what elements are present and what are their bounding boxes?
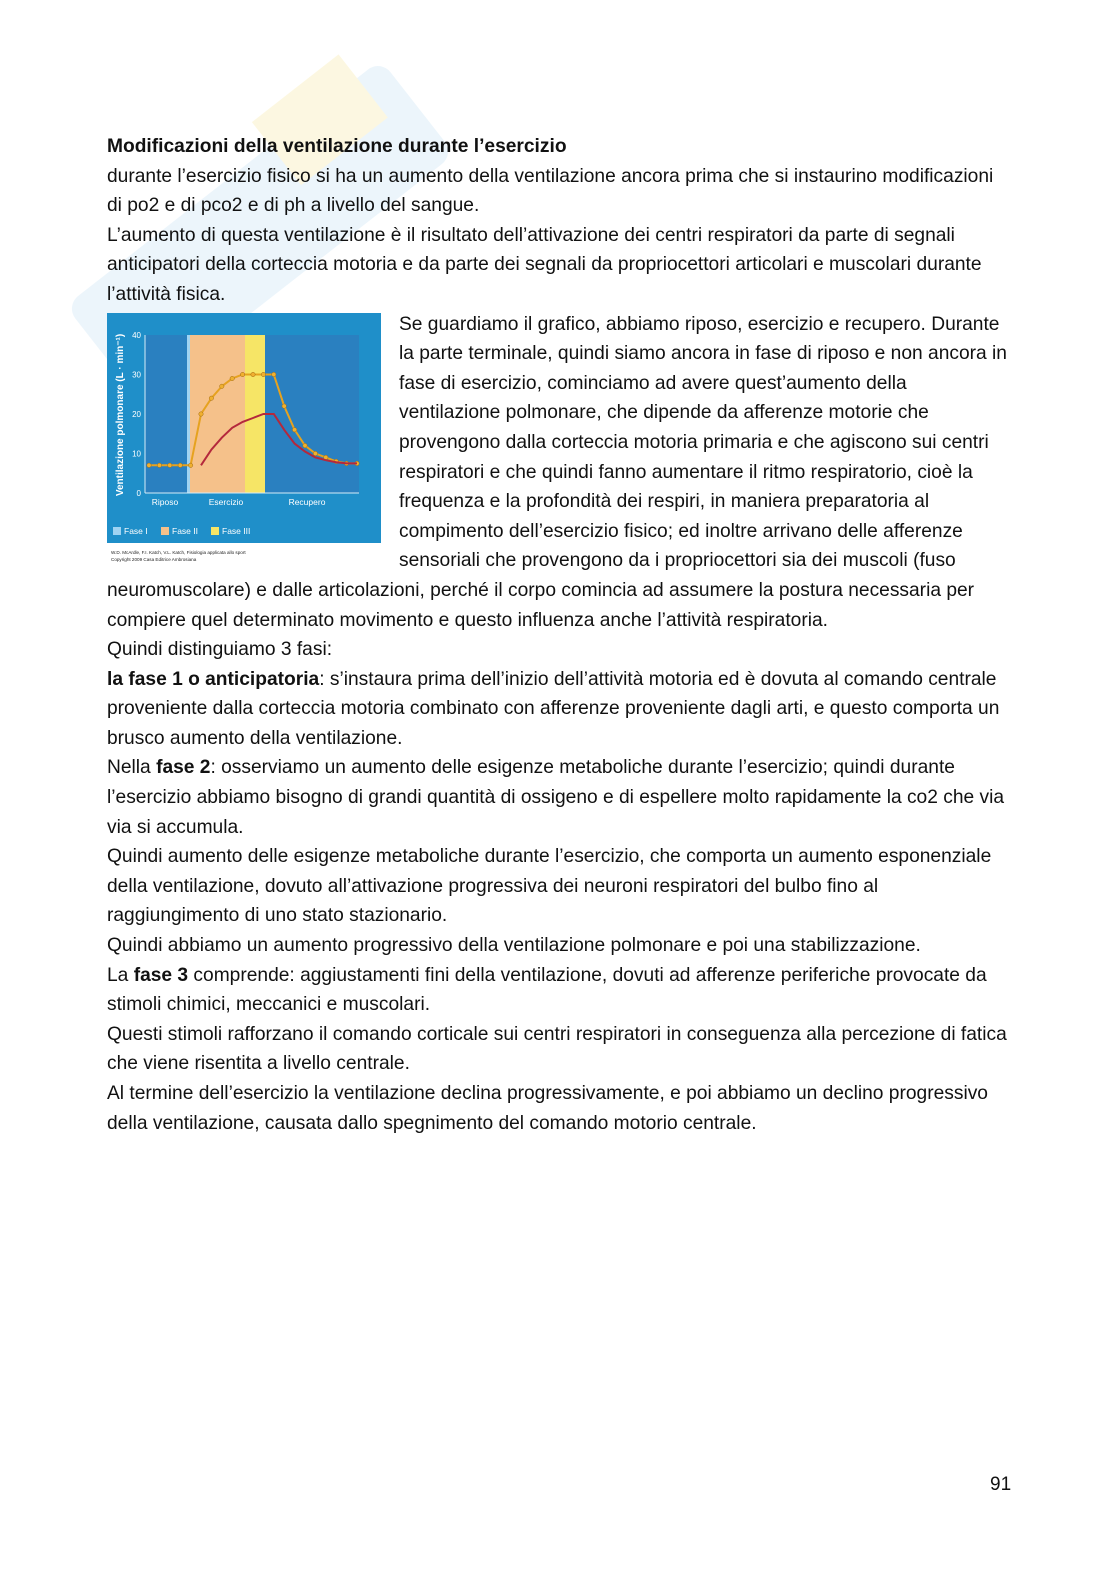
ventilation-chart [107, 313, 381, 569]
legend-label-fase2: Fase II [172, 525, 198, 536]
legend-swatch-fase2 [161, 527, 169, 535]
paragraph-exponential: Quindi aumento delle esigenze metaboliche durante l’esercizio, che comporta un aumento esponenziale della ventilazione, dovuto all’attivazione progressiva dei neuroni respiratori del bulbo fino al raggiungimento di uno stato stazionario. [107, 846, 992, 927]
data-point [157, 463, 161, 467]
phase3-pre: La [107, 964, 134, 986]
y-axis-label: Ventilazione polmonare (L · min⁻¹) [115, 333, 126, 496]
data-point [313, 451, 317, 455]
figure-credit-line2: Copyright 2009 Casa Editrice Ambrosiana [111, 556, 197, 562]
y-tick-label: 30 [132, 370, 141, 380]
paragraph-intro-2: L’aumento di questa ventilazione è il risultato dell’attivazione dei centri respiratori da parte di segnali anticipatori della corteccia motoria e da parte dei segnali da propriocettori articolari e muscolari durante l’attività fisica. [107, 224, 982, 305]
data-point [303, 443, 307, 447]
y-tick-label: 40 [132, 330, 141, 340]
phase2-text: : osserviamo un aumento delle esigenze metaboliche durante l’esercizio; quindi durante l’esercizio abbiamo bisogno di grandi quantità di ossigeno e di espellere molto rapidamente la co2 che via via si accumula. [107, 757, 1005, 838]
data-point [178, 463, 182, 467]
data-point [251, 372, 255, 376]
y-tick-label: 10 [132, 449, 141, 459]
paragraph-stabilization: Quindi abbiamo un aumento progressivo della ventilazione polmonare e poi una stabilizzazione. [107, 935, 921, 957]
page-content [107, 132, 1012, 1138]
phase-label-riposo: Riposo [151, 496, 179, 507]
data-point [147, 463, 151, 467]
legend-swatch-fase1 [113, 527, 121, 535]
paragraph-distinguish: Quindi distinguiamo 3 fasi: [107, 639, 333, 661]
legend-label-fase1: Fase I [124, 525, 148, 536]
y-tick-label: 20 [132, 409, 141, 419]
data-point [168, 463, 172, 467]
phase-label-recupero: Recupero [288, 496, 326, 507]
page-number: 91 [990, 1474, 1012, 1495]
phase3-label: fase 3 [133, 964, 189, 986]
paragraph-phase3 [107, 961, 1012, 1020]
data-point [240, 372, 244, 376]
section-heading: Modificazioni della ventilazione durante l’esercizio [107, 136, 567, 157]
paragraph-end: Al termine dell’esercizio la ventilazione declina progressivamente, e poi abbiamo un declino progressivo della ventilazione, causata dallo spegnimento del comando motorio centrale. [107, 1083, 988, 1134]
paragraph-phase1 [107, 665, 1012, 754]
data-point [261, 372, 265, 376]
y-tick-label: 0 [136, 488, 141, 498]
ventilation-chart-figure [107, 313, 381, 569]
phase3-text: comprende: aggiustamenti fini della ventilazione, dovuti ad afferenze periferiche provocate da stimoli chimici, meccanici e muscolari. [107, 964, 987, 1016]
phase2-label: fase 2 [156, 757, 211, 779]
paragraph-phase2 [107, 753, 1012, 842]
phase1-label: la fase 1 o anticipatoria [107, 668, 320, 690]
fase1-band [187, 335, 190, 493]
graph-description-line1: Se guardiamo il grafico, abbiamo riposo, esercizio e recupero. [399, 313, 926, 335]
legend-swatch-fase3 [211, 527, 219, 535]
data-point [230, 376, 234, 380]
data-point [220, 384, 224, 388]
data-point [292, 427, 296, 431]
legend-label-fase3: Fase III [222, 525, 251, 536]
data-point [282, 403, 286, 407]
phase1-text: : s’instaura prima dell’inizio dell’attività motoria ed è dovuta al comando centrale proveniente dalla corteccia motoria combinato con afferenze proveniente dagli arti, e questo comporta un brusco aumento della ventilazione. [107, 668, 1000, 749]
phase2-pre: Nella [107, 757, 157, 779]
graph-description-rest: Durante la parte terminale, quindi siamo ancora in fase di riposo e non ancora in fase di esercizio, cominciamo ad avere quest’aumento della ventilazione polmonare, che dipende da afferenze motorie che provengono dalla corteccia motoria primaria e che agiscono sui centri respiratori e che quindi fanno aumentare il ritmo respiratorio, cioè la frequenza e la profondità dei respiri, in maniera preparatoria al compimento dell’esercizio fisico; ed inoltre arrivano delle afferenze sensoriali che provengono da i propriocettori sia dei muscoli (fuso neuromuscolare) e dalle articolazioni, perché il corpo comincia ad assumere la postura necessaria per compiere quel determinato movimento e questo influenza anche l’attività respiratoria. [107, 313, 1007, 631]
data-point [199, 411, 203, 415]
data-point [272, 372, 276, 376]
data-point [209, 396, 213, 400]
phase-label-esercizio: Esercizio [208, 496, 244, 507]
paragraph-stimoli: Questi stimoli rafforzano il comando corticale sui centri respiratori in conseguenza alla percezione di fatica che viene risentita a livello centrale. [107, 1023, 1007, 1075]
data-point [188, 463, 192, 467]
paragraph-intro-1: durante l’esercizio fisico si ha un aumento della ventilazione ancora prima che si instaurino modificazioni di po2 e di pco2 e di ph a livello del sangue. [107, 165, 994, 217]
figure-credit-line1: W.D. McArdle, F.I. Katch, V.L. Katch, Fisiologia applicata allo sport [111, 549, 246, 555]
